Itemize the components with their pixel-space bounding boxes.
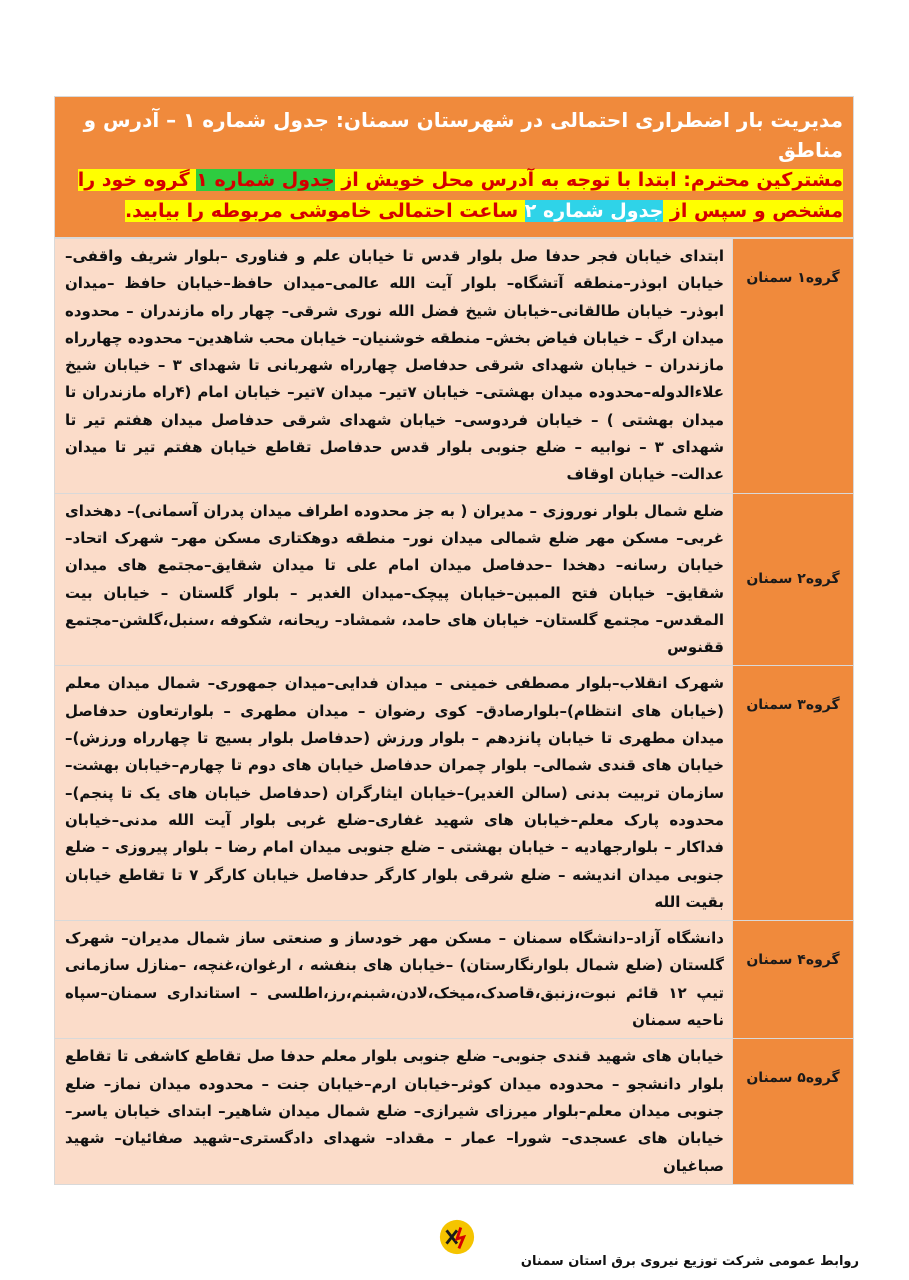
groups-table bbox=[54, 238, 854, 1185]
group-label: گروه۲ سمنان bbox=[733, 493, 854, 666]
note-part-4: گروه خود را مشخص و سپس از bbox=[77, 169, 843, 222]
group-addresses: شهرک انقلاب–بلوار مصطفی خمینی – میدان فدایی–میدان جمهوری– شمال میدان معلم (خیابان های انتظام)–بلوارصادق– کوی رضوان – میدان مطهری – بلوارتعاون حدفاصل میدان مطهری تا خیابان پانزدهم – بلوار ورزش (حدفاصل بلوار بسیج تا چهارراه ورزش)– خیابان های قندی شمالی– بلوار چمران حدفاصل خیابان های دوم تا چهارم–خیابان بهشت– سازمان تربیت بدنی (سالن الغدیر)–خیابان ایثارگران (حدفاصل خیابان های یک تا پنجم)–محدوده پارک معلم–خیابان های شهید غفاری–ضلع غربی بلوار آیت الله مدنی–خیابان فداکار – بلوارجهادیه – خیابان بهشتی – ضلع جنوبی میدان امام رضا – بلوار پیروزی – ضلع جنوبی میدان اندیشه – ضلع شرقی بلوار کارگر حدفاصل خیابان کارگر ۷ تا تقاطع خیابان بقیت الله bbox=[55, 666, 733, 921]
note-part-5: جدول شماره ۲ bbox=[524, 200, 664, 222]
group-label: گروه۴ سمنان bbox=[733, 921, 854, 1039]
group-label: گروه۳ سمنان bbox=[733, 666, 854, 921]
document-sheet bbox=[54, 96, 854, 1185]
table-row bbox=[55, 921, 854, 1039]
header-box bbox=[54, 96, 854, 238]
note-part-6: ساعت احتمالی خاموشی مربوطه را بیابید. bbox=[124, 200, 525, 222]
instructions-note bbox=[65, 165, 843, 227]
note-part-1: مشترکین محترم: bbox=[683, 169, 843, 191]
footer-credit: روابط عمومی شرکت توزیع نیروی برق استان سمنان bbox=[520, 1254, 859, 1269]
group-label: گروه۱ سمنان bbox=[733, 239, 854, 494]
note-part-2: ابتدا با توجه به آدرس محل خویش از bbox=[334, 169, 684, 191]
group-addresses: ضلع شمال بلوار نوروزی – مدیران ( به جز محدوده اطراف میدان پدران آسمانی)– دهخدای غربی– مسکن مهر ضلع شمالی میدان نور– منطقه دوهکتاری مسکن مهر– شهرک اتحاد– خیابان رسانه– دهخدا –حدفاصل میدان امام علی تا میدان شقایق–مجتمع های میدان شقایق– خیابان فتح المبین–خیابان پیچک–میدان الغدیر – بلوار گلستان – خیابان بیت المقدس– مجتمع گلستان– خیابان های حامد، شمشاد– ریحانه، شکوفه ،سنبل،گلشن–مجتمع ققنوس bbox=[55, 493, 733, 666]
note-part-3: جدول شماره ۱ bbox=[196, 169, 335, 191]
group-label: گروه۵ سمنان bbox=[733, 1039, 854, 1184]
group-addresses: ابتدای خیابان فجر حدفا صل بلوار قدس تا خیابان علم و فناوری –بلوار شریف واقفی–خیابان ابوذر–منطقه آتشگاه– بلوار آیت الله عالمی–میدان حافظ–خیابان حافظ –میدان ابوذر– خیابان طالقانی–خیابان شیخ فضل الله نوری شرقی– چهار راه مازندران – محدوده میدان ارگ – خیابان فیاض بخش– منطقه خوشنیان– خیابان محب شاهدین– محدوده چهارراه مازندران – خیابان شهدای شرقی حدفاصل چهارراه شهربانی تا شهدای ۳ – خیابان شیخ علاءالدوله–محدوده میدان بهشتی– خیابان ۷تیر– میدان ۷تیر– خیابان امام (۴راه مازندران تا میدان بهشتی ) – خیابان فردوسی– خیابان شهدای شرقی حدفاصل میدان هفتم تیر تا شهدای ۳ – نوابیه – ضلع جنوبی بلوار قدس حدفاصل تقاطع خیابان هفتم تیر تا میدان عدالت– خیابان اوقاف bbox=[55, 239, 733, 494]
power-distribution-logo-icon bbox=[438, 1218, 476, 1256]
group-addresses: خیابان های شهید قندی جنوبی– ضلع جنوبی بلوار معلم حدفا صل تقاطع کاشفی تا تقاطع بلوار دانشجو – محدوده میدان کوثر–خیابان ارم–خیابان جنت – محدوده میدان نماز– ضلع جنوبی میدان معلم–بلوار میرزای شیرازی– ضلع شمال میدان شاهیر– ابتدای خیابان یاسر– خیابان های عسجدی– شورا– عمار – مقداد– شهدای دادگستری–شهید صفائیان– شهید صباغیان bbox=[55, 1039, 733, 1184]
table-row bbox=[55, 493, 854, 666]
table-row bbox=[55, 1039, 854, 1184]
group-addresses: دانشگاه آزاد–دانشگاه سمنان – مسکن مهر خودساز و صنعتی ساز شمال مدیران– شهرک گلستان (ضلع شمال بلوارنگارستان) –خیابان های بنفشه ، ارغوان،غنچه، –منازل سازمانی تیپ ۱۲ قائم نبوت،زنبق،قاصدک،میخک،لادن،شبنم،رز،اطلسی – استانداری سمنان–سپاه ناحیه سمنان bbox=[55, 921, 733, 1039]
page-title: مدیریت بار اضطراری احتمالی در شهرستان سمنان: جدول شماره ۱ – آدرس و مناطق bbox=[83, 108, 843, 162]
table-row bbox=[55, 666, 854, 921]
table-row bbox=[55, 239, 854, 494]
